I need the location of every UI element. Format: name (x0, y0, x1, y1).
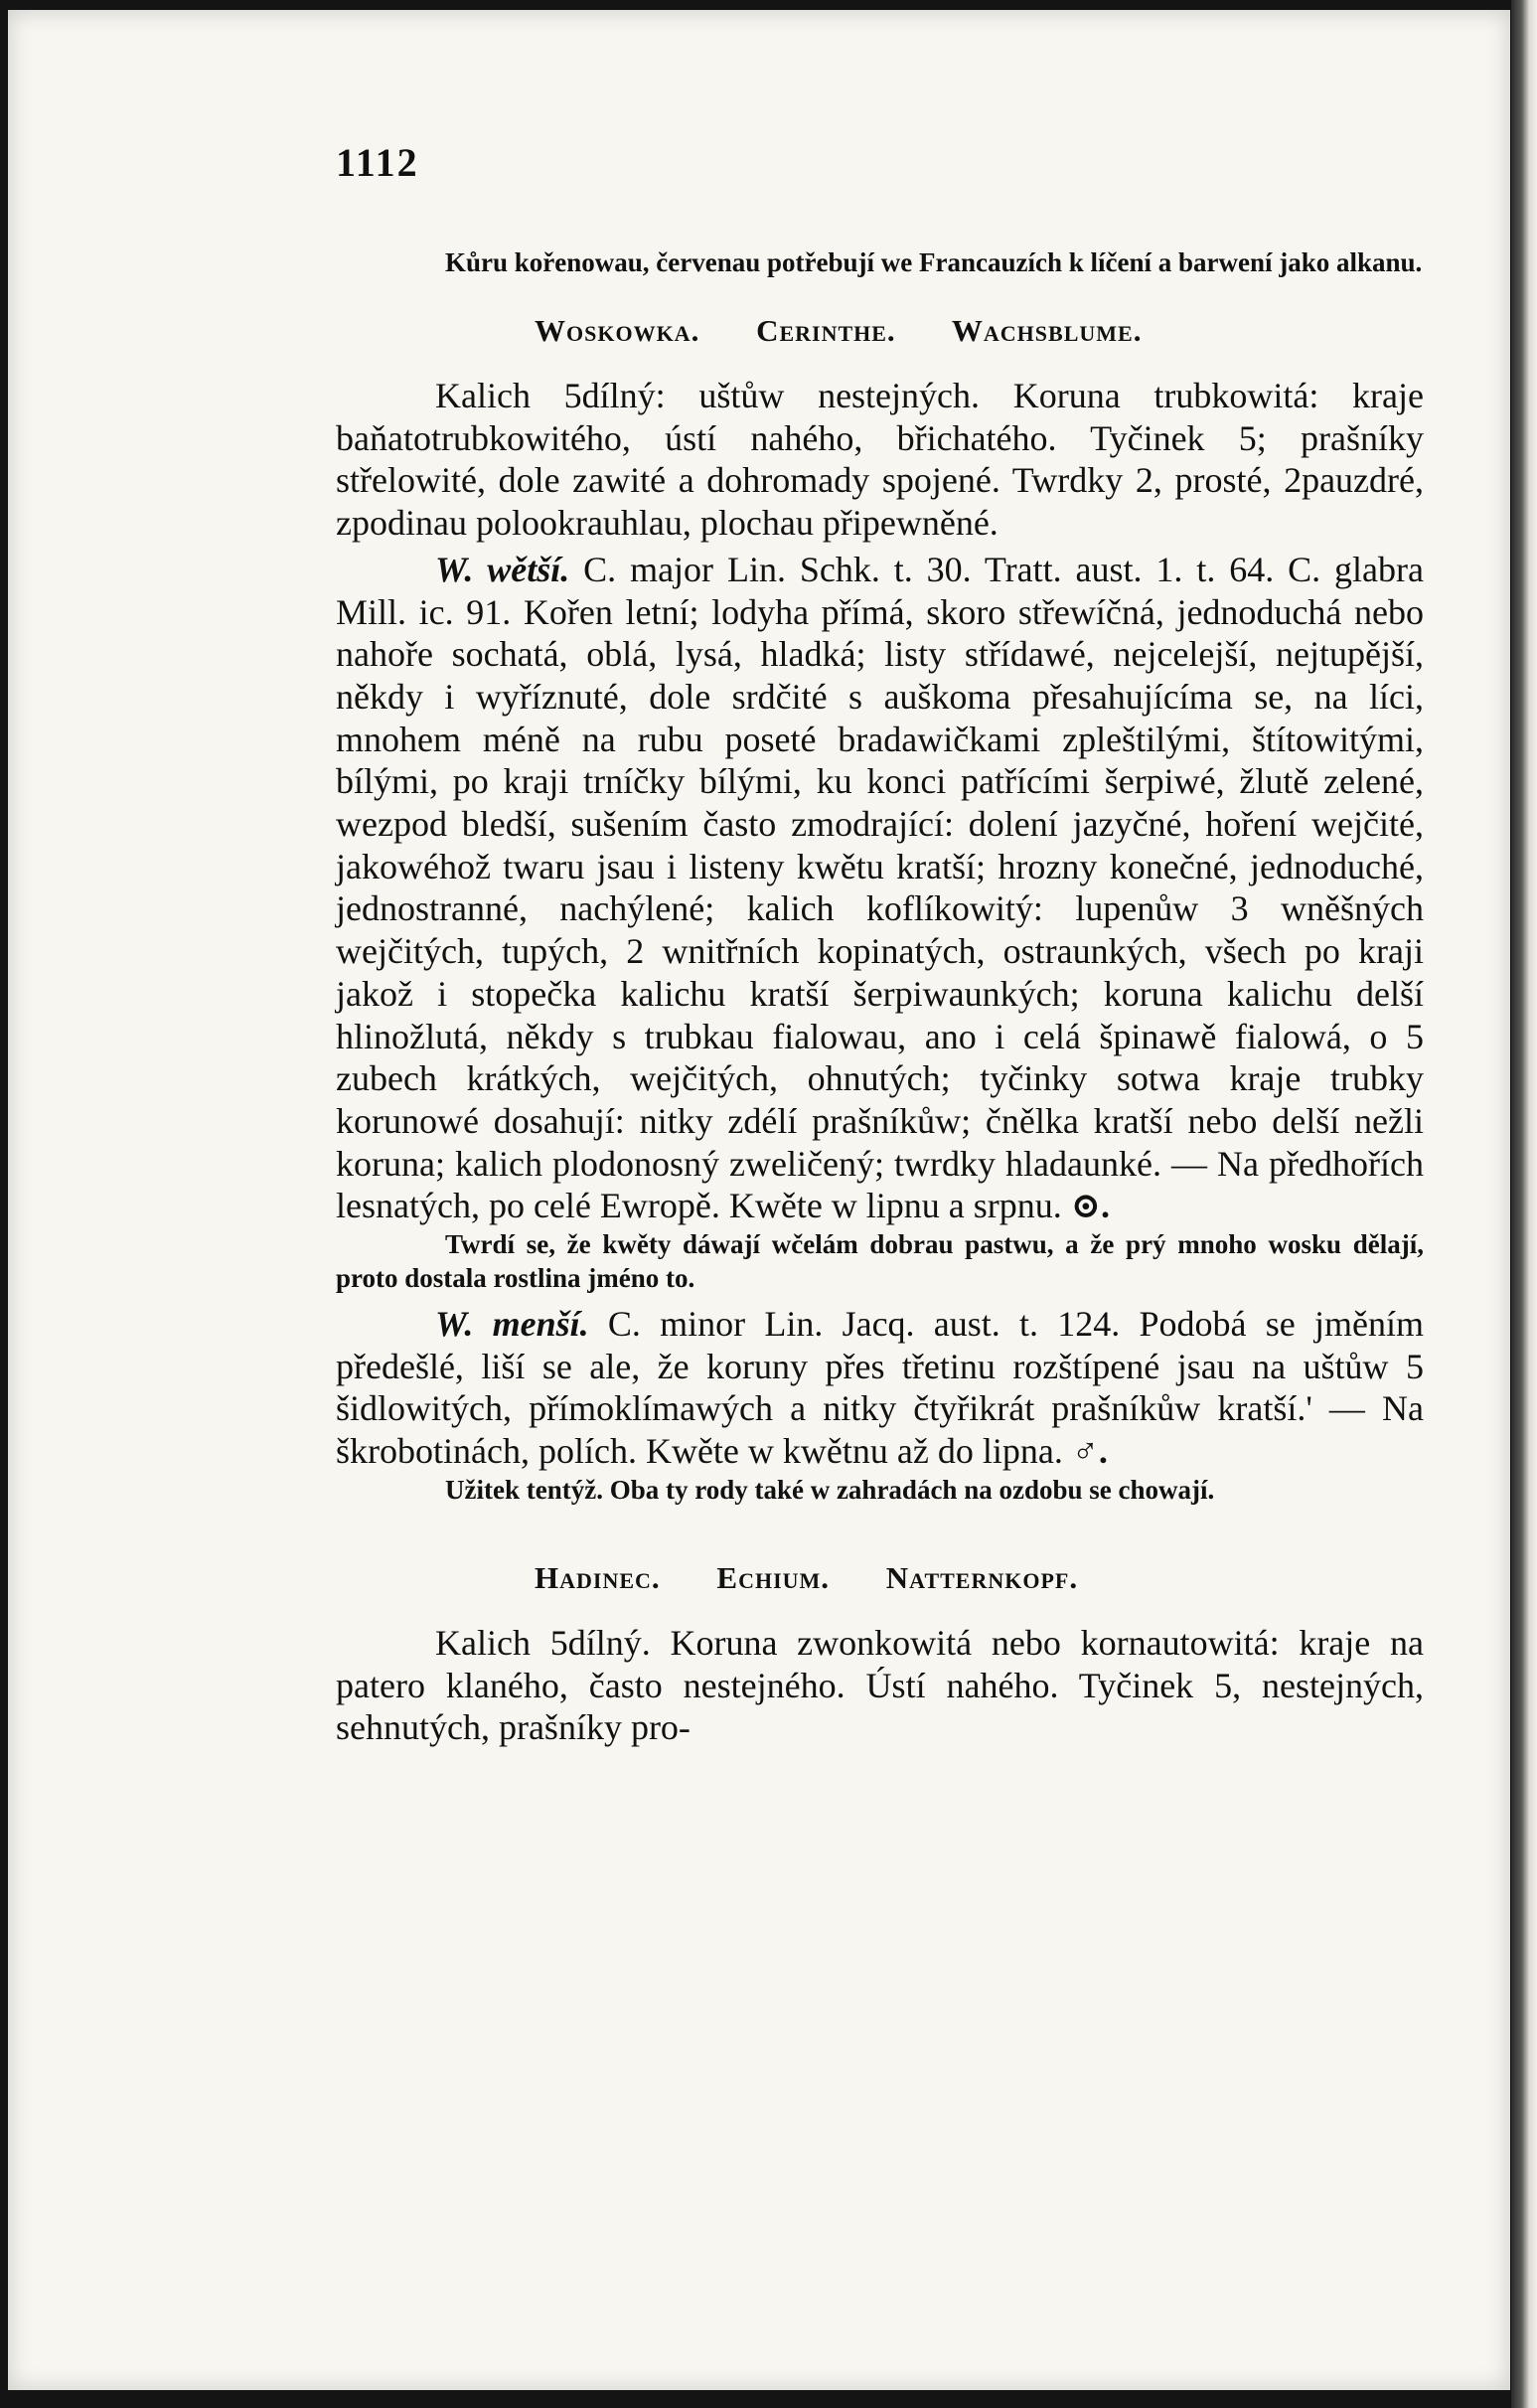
footnote-bees: Twrdí se, že kwěty dáwají wčelám dobrau pastwu, a že prý mnoho wosku dělají, proto dostala rostlina jméno to. (336, 1229, 1424, 1294)
heading-latin: Cerinthe. (756, 313, 896, 348)
species-description: Podobá se jměním předešlé, liší se ale, že koruny přes třetinu rozštípené jsau na uštůw 5 šidlowitých, přímoklímawých a nitky čtyřikrát prašníkůw kratší.' — Na škrobotinách, polích. Kwěte w kwětnu až do lipna. (336, 1304, 1424, 1472)
species-name: W. wětší. (435, 549, 570, 589)
page-edge-shadow (1511, 0, 1537, 2408)
species-synonyms: C. minor Lin. Jacq. aust. t. 124. (607, 1304, 1121, 1345)
footnote-use: Užitek tentýž. Oba ty rody také w zahradách na ozdobu se chowají. (445, 1474, 1215, 1505)
woskowka-section (336, 313, 1424, 1507)
text-block (336, 139, 1424, 1777)
hadinec-section (336, 1560, 1424, 1749)
genus-description: Kalich 5dílný. Koruna zwonkowitá nebo kornautowitá: kraje na patero klaného, často nestejného. Ústí nahého. Tyčinek 5, nestejných, sehnutých, prašníky pro- (336, 1622, 1424, 1748)
intro-note: Kůru kořenowau, červenau potřebují we Francauzích k líčení a barwení jako alkanu. (445, 247, 1423, 277)
book-page (8, 10, 1510, 2390)
biennial-symbol: ♂. (1071, 1431, 1108, 1472)
page-number: 1112 (336, 140, 419, 185)
annual-symbol: ⊙. (1070, 1186, 1110, 1226)
heading-czech: Woskowka. (535, 313, 700, 348)
species-description: Kořen letní; lodyha přímá, skoro střewíčná, jednoduchá nebo nahoře sochatá, oblá, lysá, hladká; listy střídawé, nejcelejší, nejtupější, někdy i wyříznuté, dole srdčité s auškoma přesahujícíma se, na líci, mnohem méně na rubu poseté bradawičkami zpleštilými, štítowitými, bílými, po kraji trníčky bílými, ku konci patřícími šerpiwé, žlutě zelené, wezpod bledší, sušením často zmodrající: dolení jazyčné, hoření wejčité, jakowéhož twaru jsau i listeny kwětu kratší; hrozny konečné, jednoduché, jednostranné, nachýlené; kalich koflíkowitý: lupenůw 3 wněšných wejčitých, tupých, 2 wnitřních kopinatých, ostraunkých, všech po kraji jakož i stopečka kalichu kratší šerpiwaunkých; koruna kalichu delší hlinožlutá, někdy s trubkau fialowau, ano i celá špinawě fialowá, o 5 zubech krátkých, wejčitých, ohnutých; tyčinky sotwa kraje trubky korunowé dosahují: nitky zdélí prašníkůw; čnělka kratší nebo delší nežli koruna; kalich plodonosný zweličený; twrdky hladaunké. — Na předhořích lesnatých, po celé Ewropě. Kwěte w lipnu a srpnu. (336, 591, 1424, 1226)
species-entry-minor (336, 1303, 1424, 1473)
genus-description: Kalich 5dílný: uštůw nestejných. Koruna trubkowitá: kraje baňatotrubkowitého, ústí nahého, břichatého. Tyčinek 5; prašníky střelowité, dole zawité a dohromady spojené. Twrdky 2, prosté, 2pauzdré, zpodinau polookrauhlau, plochau připewněné. (336, 376, 1424, 544)
heading-czech: Hadinec. (535, 1559, 661, 1595)
species-name: W. menší. (435, 1304, 589, 1345)
hadinec-heading (336, 1560, 1424, 1596)
species-entry-major (336, 549, 1424, 1227)
heading-german: Wachsblume. (951, 313, 1143, 348)
species-synonyms: C. major Lin. Schk. t. 30. Tratt. aust. 1. t. 64. C. glabra Mill. ic. 91. (336, 549, 1424, 632)
woskowka-heading (336, 313, 1424, 349)
heading-german: Natternkopf. (885, 1559, 1079, 1595)
heading-latin: Echium. (716, 1559, 831, 1595)
intro-section (336, 245, 1424, 279)
